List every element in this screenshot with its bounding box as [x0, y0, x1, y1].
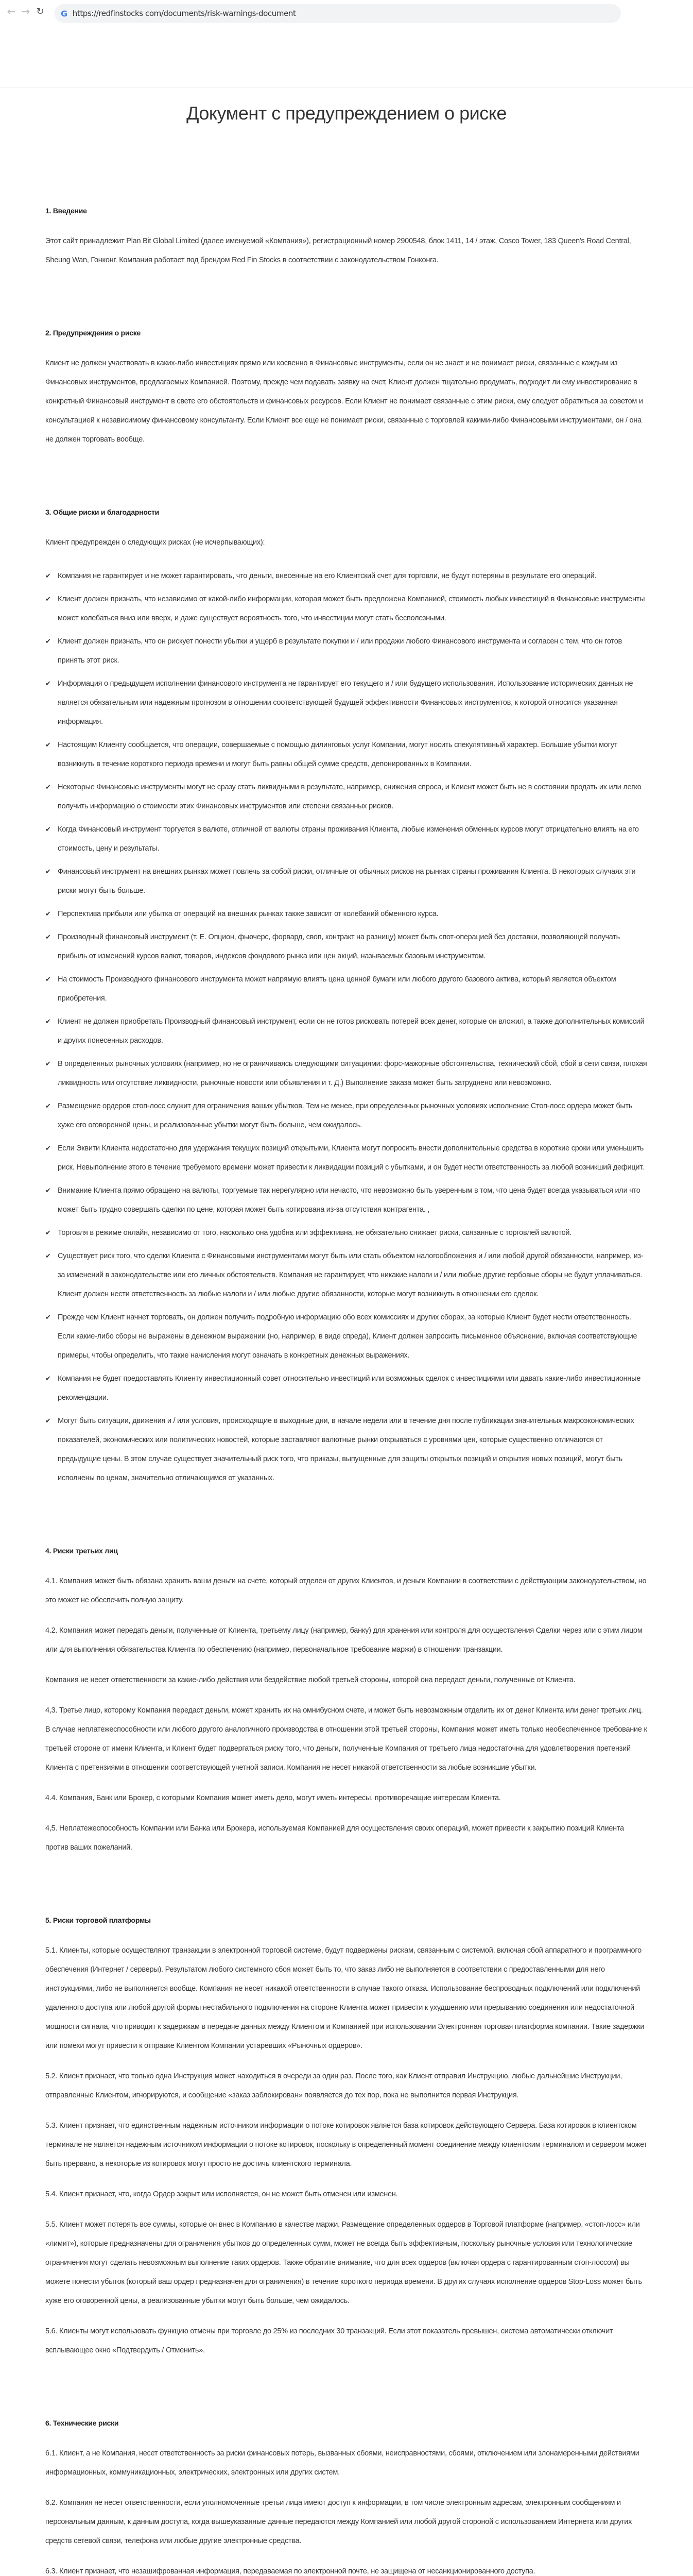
list-item: [45, 1412, 648, 1488]
paragraph: 6.3. Клиент признает, что незашифрованная информация, передаваемая по электронной почте, не защищена от несанкционированного доступа.: [45, 2567, 535, 2575]
section-heading: 3. Общие риски и благодарности: [45, 508, 159, 516]
check-icon: ✔: [45, 976, 51, 984]
section-heading: 6. Технические риски: [45, 2419, 119, 2427]
list-item-text: Могут быть ситуации, движения и / или условия, происходящие в выходные дни, в начале недели или в течение дня после публикации значительных макроэкономических показателей, экономических или политических новостей, которые заставляют валютные рынки открываться с уровнями цен, которые существенно отличаются от предыдущие цены. В этом случае существует значительный риск того, что приказы, выпущенные для защиты открытых позиций и открытия новых позиций, могут быть исполнены по ценам, значительно отличающимся от указанных.: [58, 1417, 634, 1482]
check-icon: ✔: [45, 572, 51, 580]
paragraph: 6.1. Клиент, а не Компания, несет ответственность за риски финансовых потерь, вызванных сбоями, неисправностями, сбоями, отключением или злонамеренными действиями информационных, коммуникационных, электрических, электронных или других систем.: [45, 2449, 639, 2477]
check-icon: ✔: [45, 1252, 51, 1260]
list-item-text: Клиент должен признать, что он рискует понести убытки и ущерб в результате покупки и / или продажи любого Финансового инструмента и согласен с тем, что он готов принять этот риск.: [58, 637, 622, 665]
paragraph: 5.5. Клиент может потерять все суммы, которые он внес в Компанию в качестве маржи. Размещение определенных ордеров в Торговой платформе (например, «стоп-лосс» или «лимит»), которые предназначены для ограничения убытков до определенных сумм, может не всегда быть эффективным, поскольку рыночные условия или технологические ограничения могут сделать невозможным выполнение таких ордеров. Также обратите внимание, что для всех ордеров (включая ордера с гарантированным стоп-лоссом) вы можете понести убыток (который ваш ордер предназначен для ограничения) в течение короткого периода времени. В других случаях исполнение ордеров Stop-Loss может быть хуже его оговоренной цены, а реализованные убытки могут быть больше, чем ожидалось.: [45, 2221, 642, 2305]
check-icon: ✔: [45, 596, 51, 603]
document-section: [45, 201, 648, 270]
paragraph: 4.2. Компания может передать деньги, полученные от Клиента, третьему лицу (например, банку) для хранения или контроля для осуществления Сделки через или с этим лицом или для выполнения обязательства Клиента по обеспечению (например, первоначальное требование маржи) в отношении транзакции.: [45, 1626, 643, 1654]
list-item: [45, 905, 648, 924]
list-item: [45, 862, 648, 901]
check-icon: ✔: [45, 680, 51, 688]
check-icon: ✔: [45, 1229, 51, 1237]
paragraph: 5.1. Клиенты, которые осуществляют транзакции в электронной торговой системе, будут подвержены рискам, связанным с системой, включая сбой аппаратного и программного обеспечения (Интернет / серверы). Результатом любого системного сбоя может быть то, что заказ либо не выполняется в соответствии с предоставленными для него инструкциями, либо не выполняется вообще. Компания не несет никакой ответственности в случае такого отказа. Использование беспроводных подключений или подключений удаленного доступа или любой другой формы нестабильного подключения на стороне Клиента может привести к ухудшению или прерыванию соединения или недостаточной мощности сигнала, что приводит к задержкам в передаче данных между Клиентом и Компанией при использовании Электронная торговая платформа компании. Такие задержки или помехи могут привести к отправке Клиентом Компании устаревших «Рыночных ордеров».: [45, 1946, 645, 2050]
document-section: [45, 324, 648, 449]
list-item: [45, 1224, 648, 1243]
checklist: [45, 567, 648, 1488]
list-item-text: Финансовый инструмент на внешних рынках может повлечь за собой риски, отличные от обычных рисков на рынках страны проживания Клиента. В некоторых случаях эти риски могут быть больше.: [58, 868, 636, 895]
list-item: [45, 1181, 648, 1219]
section-heading: 5. Риски торговой платформы: [45, 1916, 151, 1924]
browser-toolbar: [0, 0, 693, 44]
check-icon: ✔: [45, 1187, 51, 1195]
check-icon: ✔: [45, 1417, 51, 1425]
list-item: [45, 778, 648, 816]
check-icon: ✔: [45, 934, 51, 941]
check-icon: ✔: [45, 826, 51, 834]
list-item: [45, 1308, 648, 1365]
list-item: [45, 632, 648, 670]
document-section: [45, 503, 648, 1488]
list-item-text: Внимание Клиента прямо обращено на валюты, торгуемые так нерегулярно или нечасто, что невозможно быть уверенным в том, что цена будет всегда указываться или что может быть трудно совершать сделки по цене, которая может быть котирована из-за отсутствия контрагента. ,: [58, 1187, 640, 1214]
list-item: [45, 1097, 648, 1135]
list-item-text: Прежде чем Клиент начнет торговать, он должен получить подробную информацию обо всех комиссиях и других сборах, за которые Клиент будет нести ответственность. Если какие-либо сборы не выражены в денежном выражении (но, например, в виде спреда), Клиент должен запросить письменное объяснение, включая соответствующие примеры, чтобы определить, что такие начисления могут означать в конкретных денежных выражениях.: [58, 1313, 637, 1360]
check-icon: ✔: [45, 910, 51, 918]
paragraph: 5.2. Клиент признает, что только одна Инструкция может находиться в очереди за один раз. После того, как Клиент отправил Инструкцию, любые дальнейшие Инструкции, отправленные Клиентом, игнорируются, и сообщение «заказ заблокирован» появляется до тех пор, пока не выполнится первая Инструкция.: [45, 2072, 622, 2099]
google-icon: G: [61, 8, 67, 19]
list-item-text: На стоимость Производного финансового инструмента может напрямую влиять цена ценной бумаги или любого другого базового актива, который является объектом приобретения.: [58, 975, 616, 1003]
list-item-text: Клиент должен признать, что независимо от какой-либо информации, которая может быть предложена Компанией, стоимость любых инвестиций в Финансовые инструменты может колебаться вниз или вверх, и даже существует вероятность того, что инвестиции могут стать бесполезными.: [58, 595, 645, 622]
page-title: Документ с предупреждением о риске: [186, 103, 507, 124]
list-item: [45, 1012, 648, 1050]
document-body: [0, 201, 693, 2576]
paragraph: Компания не несет ответственности за какие-либо действия или бездействие любой третьей стороны, которой она передаст деньги, полученные от Клиента.: [45, 1676, 576, 1684]
paragraph: 5.4. Клиент признает, что, когда Ордер закрыт или исполняется, он не может быть отменен или изменен.: [45, 2190, 398, 2198]
check-icon: ✔: [45, 741, 51, 749]
list-item: [45, 590, 648, 628]
section-heading: 2. Предупреждения о риске: [45, 329, 141, 337]
check-icon: ✔: [45, 784, 51, 791]
check-icon: ✔: [45, 1375, 51, 1383]
paragraph: Этот сайт принадлежит Plan Bit Global Limited (далее именуемой «Компания»), регистрационный номер 2900548, блок 1411, 14 / этаж, Cosco Tower, 183 Queen's Road Central, Sheung Wan, Гонконг. Компания работает под брендом Red Fin Stocks в соответствии с законодательством Гонконга.: [45, 237, 631, 264]
list-item-text: В определенных рыночных условиях (например, но не ограничиваясь следующими ситуациями: форс-мажорные обстоятельства, технический сбой, сбой в сети связи, плохая ликвидность или отсутствие ликвидности, рыночные новости или объявления и т. Д.) Выполнение заказа может быть затруднено или невозможно.: [58, 1060, 647, 1087]
list-item: [45, 1247, 648, 1304]
list-item-text: Настоящим Клиенту сообщается, что операции, совершаемые с помощью дилинговых услуг Компании, могут носить спекулятивный характер. Большие убытки могут возникнуть в течение короткого периода времени и могут быть равны общей сумме средств, депонированных в Компании.: [58, 741, 618, 768]
paragraph: Клиент предупрежден о следующих рисках (не исчерпывающих):: [45, 538, 265, 547]
list-item-text: Существует риск того, что сделки Клиента с Финансовыми инструментами могут быть или стать объектом налогообложения и / или любой другой обязанности, например, из-за изменений в законодательстве или его личных обстоятельств. Компания не гарантирует, что никакие налоги и / или любые другие гербовые сборы не будут уплачиваться. Клиент должен нести ответственность за любые налоги и / или любые другие обязанности, которые могут возникнуть в отношении его сделок.: [58, 1252, 644, 1298]
paragraph: 4.1. Компания может быть обязана хранить ваши деньги на счете, который отделен от других Клиентов, и деньги Компании в соответствии с действующим законодательством, но это может не обеспечить полную защиту.: [45, 1577, 647, 1604]
list-item: [45, 928, 648, 966]
forward-arrow-icon[interactable]: →: [21, 5, 30, 18]
list-item: [45, 567, 648, 586]
check-icon: ✔: [45, 1060, 51, 1068]
list-item: [45, 1055, 648, 1093]
list-item-text: Компания не гарантирует и не может гарантировать, что деньги, внесенные на его Клиентский счет для торговли, не будут потеряны в результате его операций.: [58, 572, 597, 580]
list-item-text: Размещение ордеров стоп-лосс служит для ограничения ваших убытков. Тем не менее, при определенных рыночных условиях исполнение Стоп-лосс ордера может быть хуже его оговоренной цены, и реализованные убытки могут быть больше, чем ожидалось.: [58, 1102, 633, 1129]
list-item-text: Торговля в режиме онлайн, независимо от того, насколько она удобна или эффективна, не обязательно снижает риски, связанные с торговлей валютой.: [58, 1229, 572, 1237]
list-item-text: Клиент не должен приобретать Производный финансовый инструмент, если он не готов рисковать потерей всех денег, которые он вложил, а также дополнительных комиссий и других понесенных расходов.: [58, 1018, 645, 1045]
list-item-text: Перспектива прибыли или убытка от операций на внешних рынках также зависит от колебаний обменного курса.: [58, 910, 439, 918]
document-section: [45, 1911, 648, 2360]
list-item-text: Производный финансовый инструмент (т. Е. Опцион, фьючерс, форвард, своп, контракт на разницу) может быть спот-операцией без доставки, позволяющей получать прибыль от изменений курсов валют, товаров, индексов фондового рынка или цен акций, называемых базовым инструментом.: [58, 933, 620, 960]
check-icon: ✔: [45, 1103, 51, 1110]
check-icon: ✔: [45, 1018, 51, 1026]
paragraph: 4,3. Третье лицо, которому Компания передаст деньги, может хранить их на омнибусном счете, и может быть невозможным отделить их от денег Клиента или денег третьих лиц. В случае неплатежеспособности или любого другого аналогичного производства в отношении этой третьей стороны, Компания может иметь только необеспеченное требование к третьей стороне от имени Клиента, и Клиент будет подвергаться риску того, что деньги, полученные Компания от третьего лица недостаточна для удовлетворения претензий Клиента с претензиями в отношении соответствующей учетной записи. Компания не несет никакой ответственности за любые возникшие убытки.: [45, 1706, 647, 1772]
document-section: [45, 2414, 648, 2576]
list-item-text: Когда Финансовый инструмент торгуется в валюте, отличной от валюты страны проживания Клиента, любые изменения обменных курсов могут отрицательно влиять на его стоимость, цену и результаты.: [58, 825, 639, 853]
list-item: [45, 674, 648, 732]
paragraph: 6.2. Компания не несет ответственности, если уполномоченные третьи лица имеют доступ к информации, в том числе электронным адресам, электронным сообщениям и персональным данным, к данным доступа, когда вышеуказанные данные передаются между Компанией или любой другой стороной с использованием Интернета или других средств сетевой связи, телефона или любые другие электронные средства.: [45, 2499, 632, 2545]
address-bar[interactable]: [55, 4, 621, 23]
list-item: [45, 820, 648, 858]
back-arrow-icon[interactable]: ←: [7, 5, 16, 18]
section-heading: 4. Риски третьих лиц: [45, 1547, 118, 1555]
check-icon: ✔: [45, 1314, 51, 1321]
document-section: [45, 1541, 648, 1857]
list-item: [45, 736, 648, 774]
paragraph: 4,5. Неплатежеспособность Компании или Банка или Брокера, используемая Компанией для осуществления своих операций, может привести к закрытию позиций Клиента против ваших пожеланий.: [45, 1824, 624, 1852]
check-icon: ✔: [45, 868, 51, 876]
list-item-text: Некоторые Финансовые инструменты могут не сразу стать ликвидными в результате, например, снижения спроса, и Клиент может быть не в состоянии продать их или легко получить информацию о стоимости этих Финансовых инструментов или степени связанных рисков.: [58, 783, 642, 810]
paragraph: 5.3. Клиент признает, что единственным надежным источником информации о потоке котировок является база котировок действующего Сервера. База котировок в клиентском терминале не является надежным источником информации о потоке котировок, поскольку в определенный момент соединение между клиентским терминалом и сервером может быть прервано, а некоторые из котировок могут просто не достичь клиентского терминала.: [45, 2122, 647, 2168]
reload-icon[interactable]: ↻: [36, 6, 44, 17]
list-item: [45, 1369, 648, 1408]
list-item: [45, 970, 648, 1008]
url-text[interactable]: https://redfinstocks com/documents/risk-warnings-document: [72, 9, 296, 18]
paragraph: 4.4. Компания, Банк или Брокер, с которыми Компания может иметь дело, могут иметь интересы, противоречащие интересам Клиента.: [45, 1794, 501, 1802]
check-icon: ✔: [45, 1145, 51, 1153]
check-icon: ✔: [45, 638, 51, 646]
list-item: [45, 1139, 648, 1177]
paragraph: 5.6. Клиенты могут использовать функцию отмены при торговле до 25% из последних 30 транзакций. Если этот показатель превышен, система автоматически отключит всплывающее окно «Подтвердить / Отменить».: [45, 2327, 613, 2354]
list-item-text: Компания не будет предоставлять Клиенту инвестиционный совет относительно инвестиций или возможных сделок с инвестициями или давать какие-либо инвестиционные рекомендации.: [58, 1375, 641, 1402]
list-item-text: Информация о предыдущем исполнении финансового инструмента не гарантирует его текущего и / или будущего использования. Использование исторических данных не является обязательным или надежным прогнозом в отношении соответствующей будущей эффективности Финансовых инструментов, к которой относится указанная информация.: [58, 680, 633, 726]
section-heading: 1. Введение: [45, 207, 87, 215]
paragraph: Клиент не должен участвовать в каких-либо инвестициях прямо или косвенно в Финансовые инструменты, если он не знает и не понимает риски, связанные с каждым из Финансовых инструментов, предлагаемых Компанией. Поэтому, прежде чем подавать заявку на счет, Клиент должен тщательно продумать, подходит ли ему инвестирование в конкретный Финансовый инструмент в свете его обстоятельств и финансовых ресурсов. Если Клиент не понимает связанные с этим риски, ему следует обратиться за советом и консультацией к независимому финансовому консультанту. Если Клиент все еще не понимает риски, связанные с торговлей какими-либо Финансовыми инструментами, он / она не должен торговать вообще.: [45, 359, 643, 444]
list-item-text: Если Эквити Клиента недостаточно для удержания текущих позиций открытыми, Клиента могут попросить внести дополнительные средства в короткие сроки или уменьшить риск. Невыполнение этого в течение требуемого времени может привести к ликвидации позиций с убытками, и он будет нести ответственность за любой возникший дефицит.: [58, 1144, 644, 1172]
